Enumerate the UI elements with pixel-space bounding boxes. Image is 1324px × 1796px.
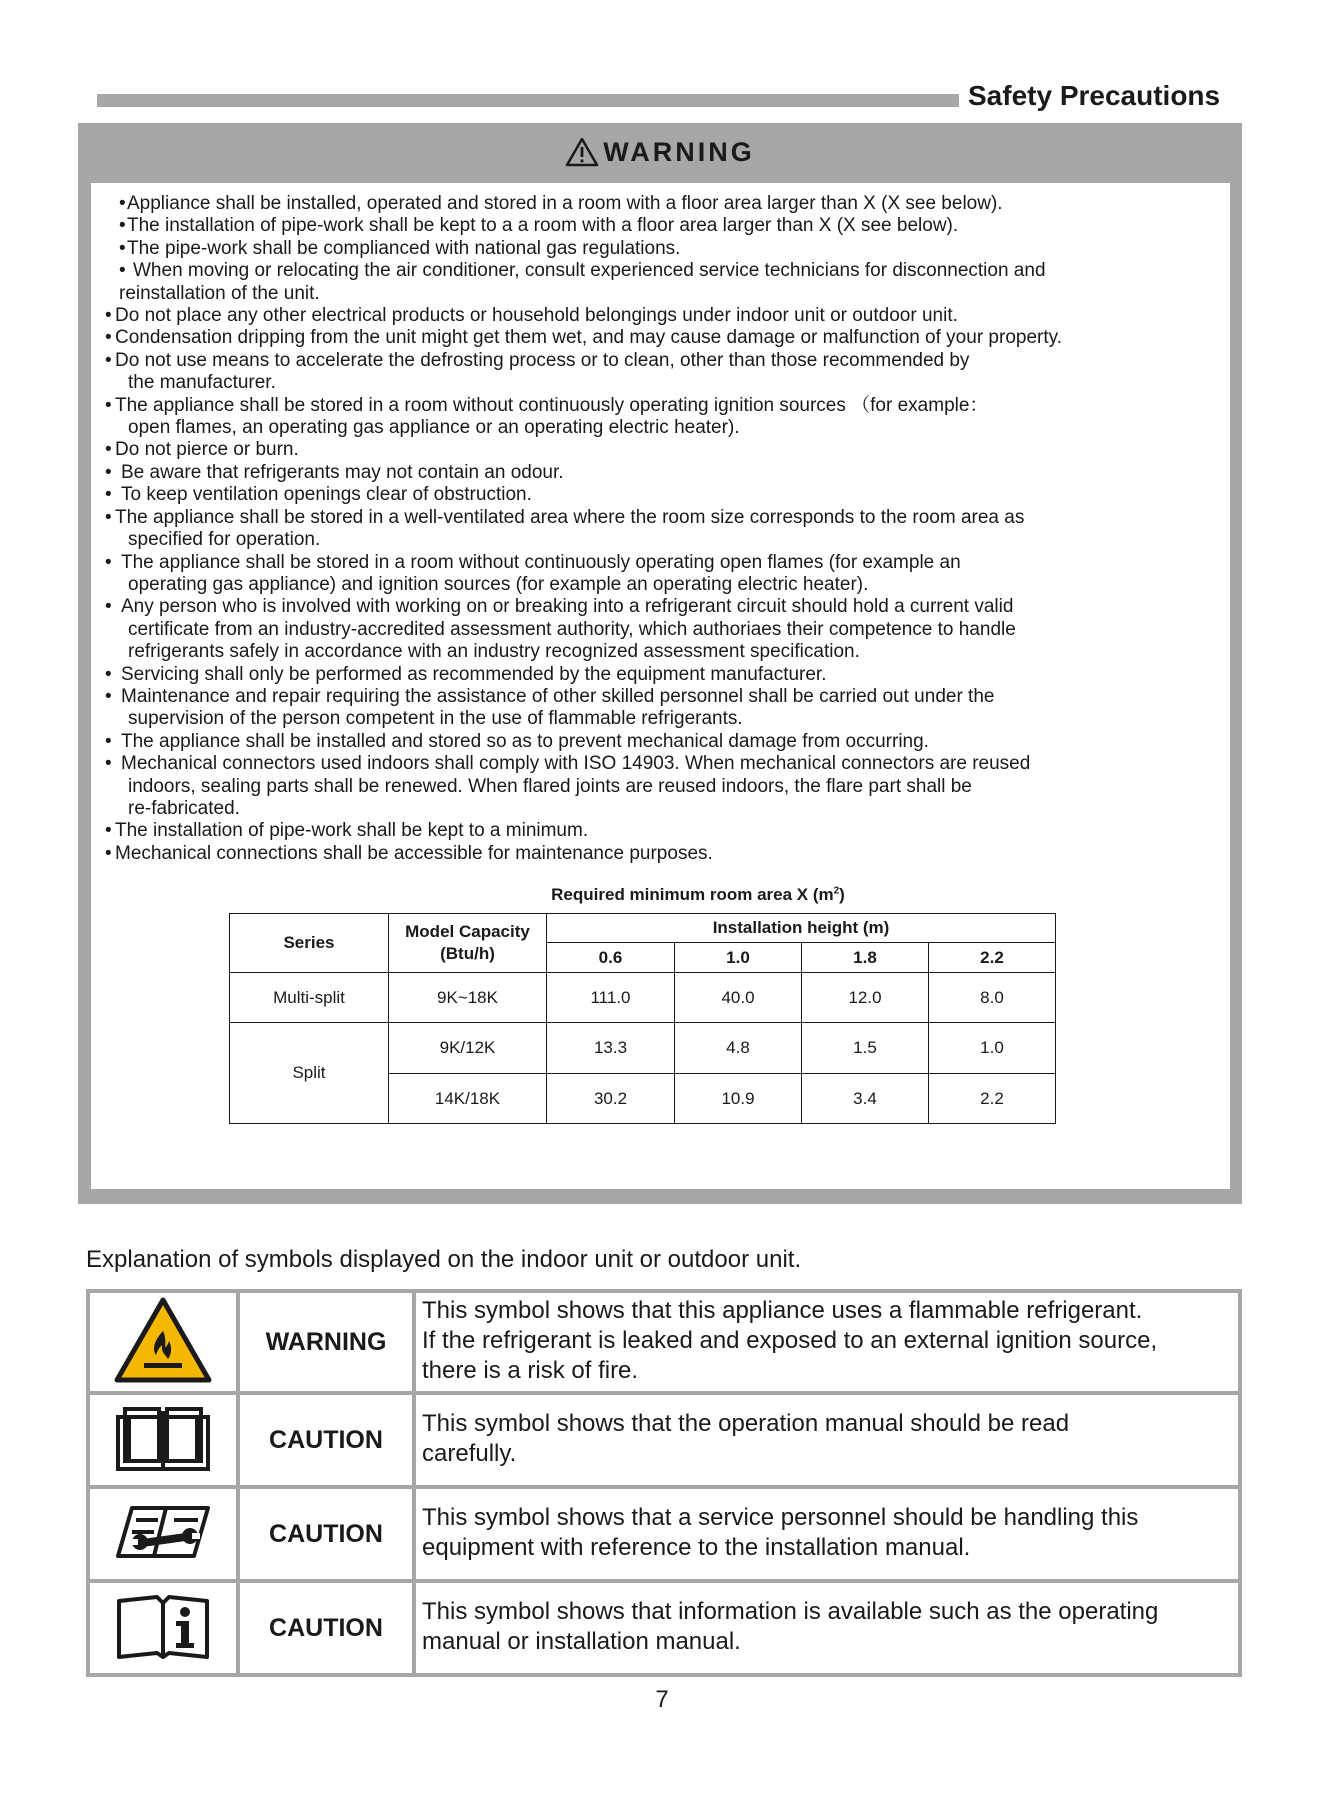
symbol-row xyxy=(88,1393,1240,1487)
bullet-text-line: The installation of pipe-work shall be kept to a minimum. xyxy=(115,820,589,842)
bullet-marker: • xyxy=(105,439,112,461)
bullet-marker: • xyxy=(119,237,126,259)
warning-bullet-item xyxy=(91,462,1230,484)
bullet-marker: • xyxy=(119,215,126,237)
bullet-text-line: the manufacturer. xyxy=(128,372,276,394)
value-cell: 3.4 xyxy=(802,1074,929,1124)
symbol-description: This symbol shows that information is available such as the operating manual or installation manual. xyxy=(414,1581,1240,1675)
value-cell: 13.3 xyxy=(547,1023,675,1074)
page-title: Safety Precautions xyxy=(968,80,1221,111)
symbols-table xyxy=(86,1289,1242,1677)
bullet-marker: • xyxy=(105,394,112,416)
bullet-marker: • xyxy=(105,663,112,685)
bullet-marker: • xyxy=(105,842,112,864)
operation-manual-icon xyxy=(115,1403,211,1473)
warning-bullet-item xyxy=(91,552,1230,597)
symbol-icon-cell xyxy=(88,1291,238,1393)
warning-bullet-item xyxy=(91,484,1230,506)
symbol-description: This symbol shows that this appliance uses a flammable refrigerant. If the refrigerant is leaked and exposed to an external ignition source, there is a risk of fire. xyxy=(414,1291,1240,1393)
bullet-text-line: specified for operation. xyxy=(128,529,321,551)
symbol-row xyxy=(88,1487,1240,1581)
page-number: 7 xyxy=(655,1686,669,1713)
warning-bullet-item xyxy=(91,686,1230,731)
bullet-marker: • xyxy=(105,461,112,483)
bullet-marker: • xyxy=(105,753,112,775)
warning-bullet-item xyxy=(91,305,1230,327)
symbol-row xyxy=(88,1291,1240,1393)
bullet-marker: • xyxy=(105,305,112,327)
bullet-text-line: The appliance shall be stored in a room without continuously operating ignition sources （for example： xyxy=(115,394,989,416)
symbol-row xyxy=(88,1581,1240,1675)
height-1.8: 1.8 xyxy=(802,943,929,973)
bullet-text-line: Do not use means to accelerate the defrosting process or to clean, other than those recommended by xyxy=(115,349,970,371)
warning-heading-text: WARNING xyxy=(603,137,755,167)
symbol-description: This symbol shows that a service personnel should be handling this equipment with reference to the installation manual. xyxy=(414,1487,1240,1581)
value-cell: 4.8 xyxy=(675,1023,802,1074)
information-manual-icon xyxy=(115,1591,211,1661)
header-capacity: Model Capacity (Btu/h) xyxy=(389,914,547,973)
warning-bullet-item xyxy=(91,843,1230,865)
bullet-text-line: operating gas appliance) and ignition sources (for example an operating electric heater). xyxy=(128,573,869,595)
value-cell: 111.0 xyxy=(547,973,675,1023)
warning-bullet-item xyxy=(91,395,1230,440)
symbol-label: CAUTION xyxy=(238,1581,414,1675)
bullet-marker: • xyxy=(105,327,112,349)
capacity-cell: 14K/18K xyxy=(389,1074,547,1124)
bullet-marker: • xyxy=(105,820,112,842)
bullet-text-line: Any person who is involved with working on or breaking into a refrigerant circuit should hold a current valid xyxy=(121,596,1014,618)
series-cell: Split xyxy=(230,1023,389,1124)
value-cell: 12.0 xyxy=(802,973,929,1023)
symbol-icon-cell xyxy=(88,1393,238,1487)
value-cell: 1.5 xyxy=(802,1023,929,1074)
warning-bullet-item xyxy=(91,439,1230,461)
warning-bullet-item xyxy=(91,350,1230,395)
warning-bullet-item xyxy=(91,215,1230,237)
series-cell: Multi-split xyxy=(230,973,389,1023)
warning-bullet-item xyxy=(91,238,1230,260)
bullet-marker: • xyxy=(105,349,112,371)
bullet-marker: • xyxy=(119,260,126,282)
bullet-marker: • xyxy=(119,193,126,214)
warning-heading xyxy=(78,137,1242,168)
value-cell: 30.2 xyxy=(547,1074,675,1124)
symbol-description: This symbol shows that the operation manual should be read carefully. xyxy=(414,1393,1240,1487)
warning-bullet-item xyxy=(91,731,1230,753)
flammable-warning-icon xyxy=(114,1297,212,1383)
bullet-text-line: Be aware that refrigerants may not contain an odour. xyxy=(121,461,564,483)
warning-bullet-item xyxy=(91,327,1230,349)
symbol-icon-cell xyxy=(88,1487,238,1581)
service-manual-icon xyxy=(114,1502,212,1562)
symbol-label: WARNING xyxy=(238,1291,414,1393)
value-cell: 1.0 xyxy=(929,1023,1056,1074)
bullet-text-line: Appliance shall be installed, operated and stored in a room with a floor area larger than X (X see below). xyxy=(127,193,1003,214)
bullet-text-line: refrigerants safely in accordance with an industry recognized assessment specification. xyxy=(128,641,860,663)
bullet-text-line: The appliance shall be stored in a well-ventilated area where the room size corresponds to the room area as xyxy=(115,506,1025,528)
bullet-text-line: To keep ventilation openings clear of obstruction. xyxy=(121,484,532,506)
bullet-marker: • xyxy=(105,506,112,528)
bullet-text-line: Condensation dripping from the unit might get them wet, and may cause damage or malfunction of your property. xyxy=(115,327,1062,349)
bullet-marker: • xyxy=(105,484,112,506)
bullet-text-line: Do not place any other electrical products or household belongings under indoor unit or outdoor unit. xyxy=(115,305,958,327)
bullet-text-line: The pipe-work shall be complianced with national gas regulations. xyxy=(127,237,681,259)
height-2.2: 2.2 xyxy=(929,943,1056,973)
bullet-marker: • xyxy=(105,730,112,752)
capacity-cell: 9K/12K xyxy=(389,1023,547,1074)
warning-triangle-icon xyxy=(565,137,599,167)
bullet-text-line: The appliance shall be stored in a room without continuously operating open flames (for example an xyxy=(121,551,961,573)
bullet-text-line: supervision of the person competent in the use of flammable refrigerants. xyxy=(128,708,743,730)
value-cell: 10.9 xyxy=(675,1074,802,1124)
bullet-text-line: Maintenance and repair requiring the assistance of other skilled personnel shall be carried out under the xyxy=(121,685,995,707)
symbol-icon-cell xyxy=(88,1581,238,1675)
value-cell: 8.0 xyxy=(929,973,1056,1023)
header-installation-height: Installation height (m) xyxy=(547,914,1056,943)
symbol-label: CAUTION xyxy=(238,1487,414,1581)
bullet-text-line: certificate from an industry-accredited assessment authority, which authoriaes their competence to handle xyxy=(128,618,1016,640)
bullet-text-line: When moving or relocating the air conditioner, consult experienced service technicians for disconnection and xyxy=(133,260,1046,282)
warning-bullet-item xyxy=(91,260,1230,305)
bullet-marker: • xyxy=(105,596,112,618)
bullet-text-line: open flames, an operating gas appliance or an operating electric heater). xyxy=(128,417,740,439)
bullet-text-line: Mechanical connectors used indoors shall comply with ISO 14903. When mechanical connectors are reused xyxy=(121,753,1031,775)
bullet-text-line: The appliance shall be installed and stored so as to prevent mechanical damage from occurring. xyxy=(121,730,929,752)
warning-bullet-item xyxy=(91,507,1230,552)
capacity-cell: 9K~18K xyxy=(389,973,547,1023)
bullet-text-line: indoors, sealing parts shall be renewed. When flared joints are reused indoors, the flare part shall be xyxy=(128,775,972,797)
symbols-intro: Explanation of symbols displayed on the indoor unit or outdoor unit. xyxy=(86,1246,802,1273)
warning-bullet-item xyxy=(91,193,1230,215)
warning-content xyxy=(91,183,1230,1189)
bullet-text-line: reinstallation of the unit. xyxy=(119,282,320,304)
value-cell: 2.2 xyxy=(929,1074,1056,1124)
bullet-text-line: Do not pierce or burn. xyxy=(115,439,299,461)
bullet-marker: • xyxy=(105,685,112,707)
bullet-marker: • xyxy=(105,551,112,573)
warning-bullet-list xyxy=(91,193,1230,865)
bullet-text-line: The installation of pipe-work shall be kept to a a room with a floor area larger than X (X see below). xyxy=(127,215,959,237)
value-cell: 40.0 xyxy=(675,973,802,1023)
warning-bullet-item xyxy=(91,753,1230,820)
room-area-title: Required minimum room area X $(m^2)$ xyxy=(551,885,845,904)
symbol-label: CAUTION xyxy=(238,1393,414,1487)
warning-bullet-item xyxy=(91,596,1230,663)
header-series: Series xyxy=(230,914,389,973)
table-row xyxy=(230,973,1056,1023)
bullet-text-line: Servicing shall only be performed as recommended by the equipment manufacturer. xyxy=(121,663,827,685)
warning-bullet-item xyxy=(91,664,1230,686)
bullet-text-line: re-fabricated. xyxy=(128,797,240,819)
warning-panel xyxy=(78,123,1242,1204)
table-row xyxy=(230,1023,1056,1074)
height-0.6: 0.6 xyxy=(547,943,675,973)
bullet-text-line: Mechanical connections shall be accessible for maintenance purposes. xyxy=(115,842,713,864)
warning-bullet-item xyxy=(91,820,1230,842)
header-rule xyxy=(97,94,959,107)
height-1.0: 1.0 xyxy=(675,943,802,973)
room-area-table xyxy=(229,913,1056,1124)
